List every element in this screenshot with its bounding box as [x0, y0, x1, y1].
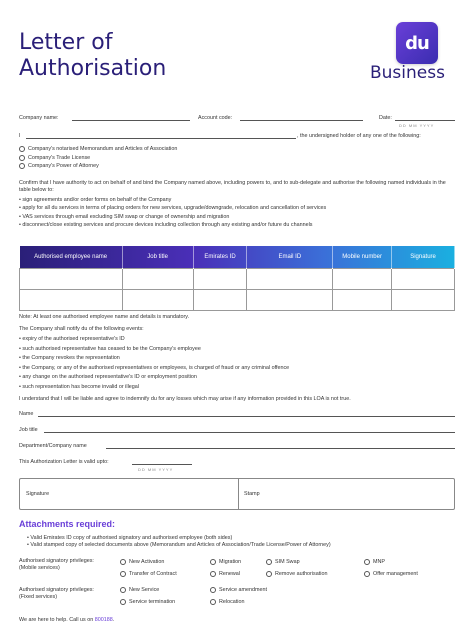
- indemnify-text: I understand that I will be liable and agree to indemnify du for any losses which may arise if any information provided in this LOA is not true.: [19, 396, 351, 402]
- job-title-field[interactable]: [44, 432, 455, 433]
- table-cell[interactable]: [247, 289, 333, 310]
- radio-icon[interactable]: [120, 559, 126, 565]
- col-header: Emirates ID: [193, 246, 247, 268]
- table-cell[interactable]: [122, 268, 193, 289]
- account-code-field[interactable]: [240, 120, 363, 121]
- col-header: Email ID: [247, 246, 333, 268]
- job-title-label: Job title: [19, 427, 38, 433]
- valid-upto-hint: DD MM YYYY: [138, 467, 174, 472]
- date-field[interactable]: [395, 120, 455, 121]
- event-item: • the Company, or any of the authorised representatives or employees, is charged of fraud or any criminal offence: [19, 364, 290, 371]
- holder-name-field[interactable]: [26, 138, 296, 139]
- radio-icon[interactable]: [120, 571, 126, 577]
- option-new-service[interactable]: New Service: [120, 587, 159, 593]
- fixed-privileges-label: Authorised signatory privileges: (Fixed services): [19, 587, 94, 600]
- radio-icon[interactable]: [19, 146, 25, 152]
- authorised-employee-table: [19, 246, 455, 311]
- radio-icon[interactable]: [364, 571, 370, 577]
- table-cell[interactable]: [20, 289, 123, 310]
- attachment-item: • Valid Emirates ID copy of authorised signatory and authorised employee (both sides): [27, 535, 233, 541]
- document-option[interactable]: Company's notarised Memorandum and Articles of Association: [19, 146, 177, 152]
- col-header: Mobile number: [333, 246, 392, 268]
- bullet-item: • sign agreements and/or order forms on behalf of the Company: [19, 197, 172, 203]
- attachment-item: • Valid stamped copy of selected documents above (Memorandum and Articles of Association/Trade License/Power of Attorney): [27, 542, 331, 548]
- table-cell[interactable]: [122, 289, 193, 310]
- table-cell[interactable]: [333, 289, 392, 310]
- signature-label: Signature: [26, 491, 50, 497]
- table-header-row: [20, 246, 455, 268]
- option-transfer-of-contract[interactable]: Transfer of Contract: [120, 571, 177, 577]
- document-option[interactable]: Company's Power of Attorney: [19, 163, 177, 169]
- company-name-label: Company name:: [19, 115, 59, 121]
- option-migration[interactable]: Migration: [210, 559, 241, 565]
- event-item: • any change on the authorised representative's ID or employment position: [19, 374, 197, 380]
- option-relocation[interactable]: Relocation: [210, 599, 244, 605]
- attachments-list: [27, 535, 455, 549]
- attachments-heading: Attachments required:: [19, 519, 116, 529]
- date-hint: DD MM YYYY: [399, 123, 435, 128]
- help-phone-number[interactable]: 800188: [94, 617, 113, 623]
- option-mnp[interactable]: MNP: [364, 559, 385, 565]
- event-item: • such authorised representative has ceased to be the Company's employee: [19, 345, 201, 352]
- radio-icon[interactable]: [364, 559, 370, 565]
- account-code-label: Account code:: [198, 115, 233, 121]
- option-offer-management[interactable]: Offer management: [364, 571, 418, 577]
- bullet-item: • disconnect/close existing services and procure devices including collection through any existing and/or future du channels: [19, 221, 313, 228]
- undersigned-text: , the undersigned holder of any one of the following:: [297, 133, 421, 139]
- mandatory-note: Note: At least one authorised employee name and details is mandatory.: [19, 314, 190, 320]
- radio-icon[interactable]: [210, 587, 216, 593]
- notify-intro: The Company shall notify du of the following events:: [19, 326, 144, 332]
- radio-icon[interactable]: [120, 587, 126, 593]
- col-header: Authorised employee name: [20, 246, 123, 268]
- option-remove-authorisation[interactable]: Remove authorisation: [266, 571, 327, 577]
- bullet-item: • VAS services through email excluding SIM swap or change of ownership and migration: [19, 213, 230, 220]
- department-label: Department/Company name: [19, 443, 87, 449]
- col-header: Signature: [392, 246, 455, 268]
- table-cell[interactable]: [392, 289, 455, 310]
- events-list: [19, 335, 455, 392]
- brand-label: Business: [370, 63, 445, 83]
- event-item: • the Company revokes the representation: [19, 355, 120, 361]
- radio-icon[interactable]: [266, 559, 272, 565]
- table-row: [20, 268, 455, 289]
- table-cell[interactable]: [193, 268, 247, 289]
- signature-stamp-box: [19, 478, 455, 510]
- event-item: • expiry of the authorised representative's ID: [19, 336, 125, 342]
- option-renewal[interactable]: Renewal: [210, 571, 240, 577]
- radio-icon[interactable]: [19, 155, 25, 161]
- page-title: Letter of Authorisation: [19, 30, 167, 81]
- i-label: I: [19, 133, 21, 139]
- table-cell[interactable]: [20, 268, 123, 289]
- event-item: • such representation has become invalid or illegal: [19, 383, 139, 390]
- name-label: Name: [19, 411, 34, 417]
- box-divider: [238, 479, 239, 510]
- company-name-field[interactable]: [72, 120, 190, 121]
- table-cell[interactable]: [392, 268, 455, 289]
- name-field[interactable]: [38, 416, 455, 417]
- table-cell[interactable]: [247, 268, 333, 289]
- radio-icon[interactable]: [120, 599, 126, 605]
- option-sim-swap[interactable]: SIM Swap: [266, 559, 300, 565]
- document-option[interactable]: Company's Trade License: [19, 155, 177, 161]
- confirm-text: Confirm that I have authority to act on behalf of and bind the Company named above, including powers to, and to sub-delegate and authorise the following named individuals in the table below to:: [19, 180, 446, 193]
- radio-icon[interactable]: [210, 571, 216, 577]
- date-label: Date:: [379, 115, 392, 121]
- valid-upto-label: This Authorization Letter is valid upto:: [19, 459, 109, 465]
- radio-icon[interactable]: [266, 571, 272, 577]
- authority-bullets: [19, 196, 455, 229]
- table-cell[interactable]: [193, 289, 247, 310]
- department-field[interactable]: [106, 448, 455, 449]
- radio-icon[interactable]: [210, 559, 216, 565]
- radio-icon[interactable]: [210, 599, 216, 605]
- stamp-label: Stamp: [244, 491, 260, 497]
- table-row: [20, 289, 455, 310]
- col-header: Job title: [122, 246, 193, 268]
- table-cell[interactable]: [333, 268, 392, 289]
- radio-icon[interactable]: [19, 163, 25, 169]
- help-footer: We are here to help. Call us on 800188.: [19, 617, 115, 623]
- option-service-termination[interactable]: Service termination: [120, 599, 175, 605]
- mobile-privileges-label: Authorised signatory privileges: (Mobile services): [19, 558, 94, 571]
- option-new-activation[interactable]: New Activation: [120, 559, 164, 565]
- option-service-amendment[interactable]: Service amendment: [210, 587, 267, 593]
- valid-upto-field[interactable]: [132, 464, 192, 465]
- du-logo: du: [396, 22, 438, 64]
- documents-list: [19, 146, 177, 169]
- bullet-item: • apply for all du services in terms of placing orders for new services, upgrade/downgrade, relocation and cancellation of services: [19, 205, 327, 212]
